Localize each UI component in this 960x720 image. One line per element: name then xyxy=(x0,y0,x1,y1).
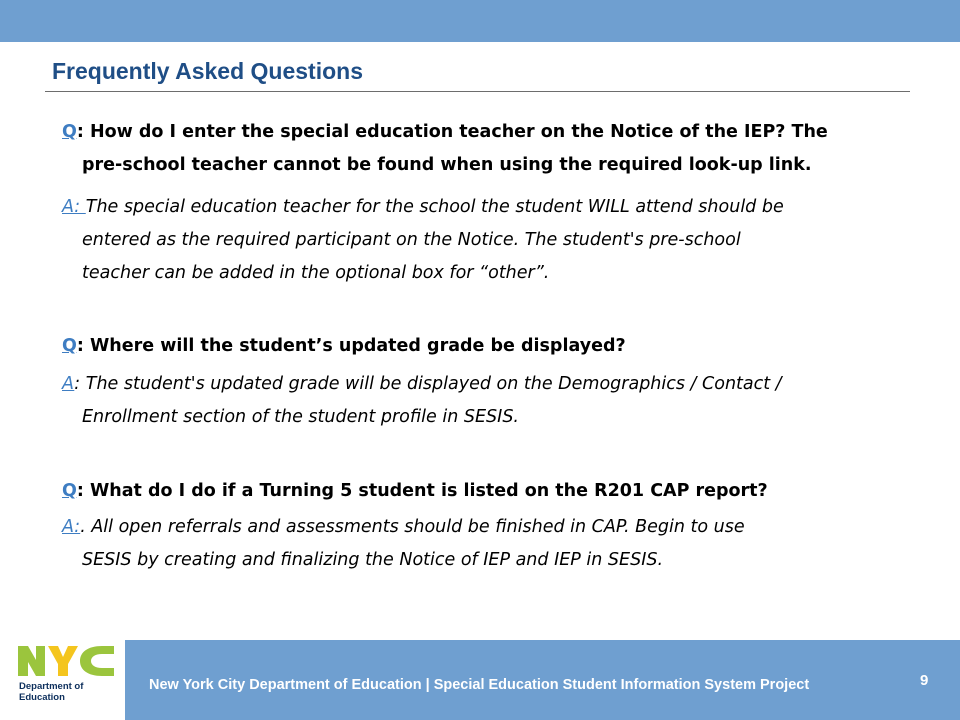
faq-answer-1 xyxy=(62,197,784,217)
nyc-doe-logo xyxy=(16,642,118,714)
page-number: 9 xyxy=(920,672,929,689)
question-link-3[interactable]: Q xyxy=(62,481,77,501)
question-link-2[interactable]: Q xyxy=(62,336,77,356)
faq-question-3 xyxy=(62,481,768,501)
question-text-3-line-1: : What do I do if a Turning 5 student is listed on the R201 CAP report? xyxy=(76,481,768,501)
answer-text-2-line-2: Enrollment section of the student profile in SESIS. xyxy=(82,407,519,427)
answer-link-2[interactable]: A xyxy=(62,374,75,394)
answer-link-1[interactable]: A: xyxy=(62,197,86,217)
answer-link-3[interactable]: A: xyxy=(62,517,81,537)
answer-text-1-line-2: entered as the required participant on the Notice. The student's pre-school xyxy=(82,230,741,250)
question-text-1-line-2: pre-school teacher cannot be found when using the required look-up link. xyxy=(82,155,812,175)
logo-line-1: Department of xyxy=(19,681,84,692)
faq-answer-2 xyxy=(62,374,782,394)
top-band xyxy=(0,0,960,42)
question-text-1-line-1: : How do I enter the special education teacher on the Notice of the IEP? The xyxy=(76,122,828,142)
question-link-1[interactable]: Q xyxy=(62,122,77,142)
answer-text-3-line-2: SESIS by creating and finalizing the Notice of IEP and IEP in SESIS. xyxy=(82,550,664,570)
question-text-2-line-1: : Where will the student’s updated grade be displayed? xyxy=(76,336,626,356)
answer-text-2-line-1: : The student's updated grade will be displayed on the Demographics / Contact / xyxy=(74,374,782,394)
logo-line-2: Education xyxy=(19,692,65,703)
answer-text-3-line-1: . All open referrals and assessments should be finished in CAP. Begin to use xyxy=(80,517,745,537)
answer-text-1-line-1: The special education teacher for the school the student WILL attend should be xyxy=(85,197,784,217)
faq-answer-3 xyxy=(62,517,745,537)
title-divider xyxy=(45,91,910,92)
faq-question-2 xyxy=(62,336,626,356)
footer-text: New York City Department of Education | Special Education Student Information System Project xyxy=(149,677,810,693)
page-title: Frequently Asked Questions xyxy=(52,58,363,84)
answer-text-1-line-3: teacher can be added in the optional box for “other”. xyxy=(82,263,550,283)
footer-separator xyxy=(118,640,125,720)
faq-question-1 xyxy=(62,122,828,142)
